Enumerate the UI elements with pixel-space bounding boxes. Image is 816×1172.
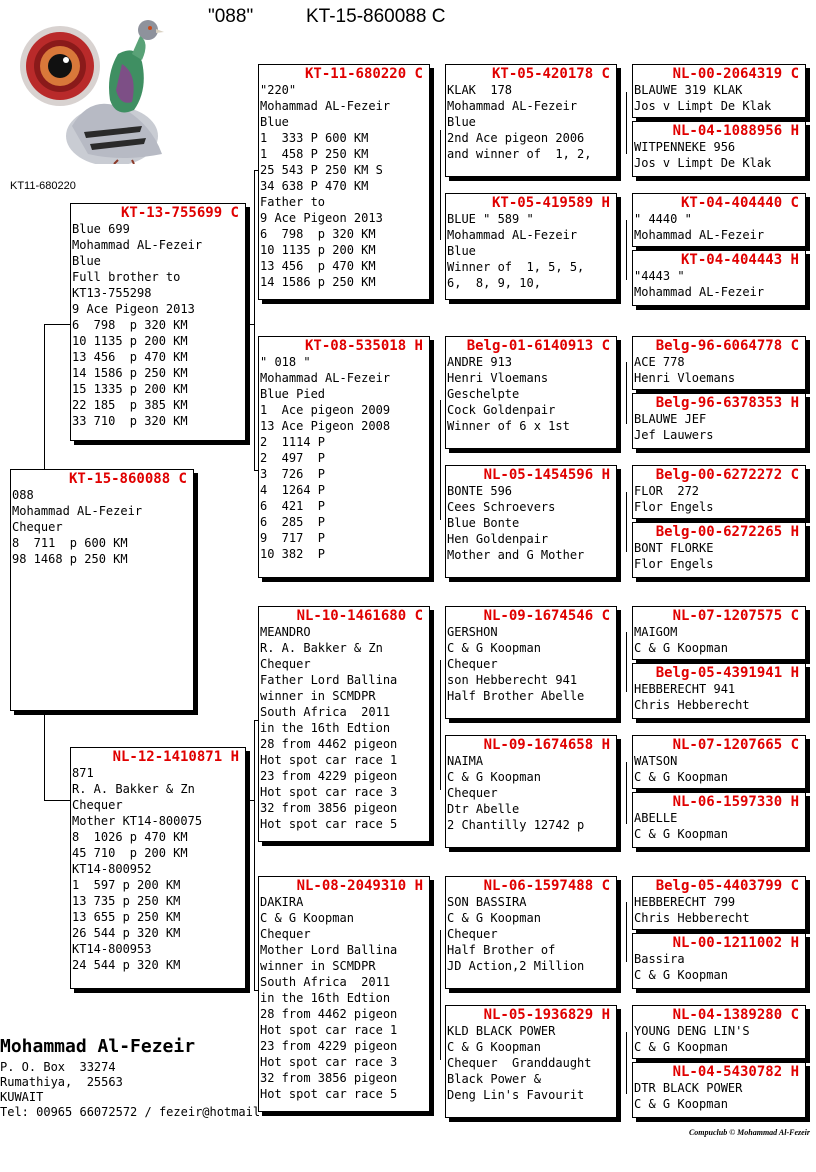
ring-number: Belg-01-6140913 C: [466, 338, 610, 354]
connector-line: [44, 713, 45, 800]
pigeon-details: ABELLE C & G Koopman: [634, 811, 728, 841]
pigeon-details: BLAUWE JEF Jef Lauwers: [634, 412, 714, 442]
pedigree-card-gen4: [632, 1005, 806, 1059]
pedigree-card-gen4: [632, 735, 806, 789]
photo-ring-reference: KT11-680220: [10, 180, 76, 192]
ring-number: Belg-96-6064778 C: [655, 338, 799, 354]
ring-number: KT-04-404443 H: [680, 252, 799, 268]
pigeon-details: KLAK 178 Mohammad AL-Fezeir Blue 2nd Ace pigeon 2006 and winner of 1, 2,: [447, 83, 592, 161]
connector-line: [254, 720, 255, 990]
ring-number: KT-13-755699 C: [120, 205, 239, 221]
pigeon-details: FLOR 272 Flor Engels: [634, 484, 714, 514]
pedigree-card-dam-dam: [258, 876, 430, 1112]
pigeon-details: KLD BLACK POWER C & G Koopman Chequer Granddaught Black Power & Deng Lin's Favourit: [447, 1024, 592, 1102]
connector-line: [626, 492, 627, 552]
ring-number: Belg-00-6272272 C: [655, 467, 799, 483]
pedigree-card-gen4: [632, 121, 806, 177]
pedigree-card-gen4: [632, 522, 806, 578]
pedigree-card-dam-sire: [258, 606, 430, 842]
ring-number: NL-04-1389280 C: [672, 1007, 799, 1023]
ring-number: NL-12-1410871 H: [112, 749, 239, 765]
connector-line: [44, 324, 45, 469]
connector-line: [626, 902, 627, 962]
pigeon-details: MEANDRO R. A. Bakker & Zn Chequer Father Lord Ballina winner in SCMDPR South Africa 2011 in the 16th Edtion 28 from 4462 pigeon Hot spot car race 1 23 from 4229 pigeon Hot spot car race 3 32 from 3856 pigeon Hot spot car race 5: [260, 625, 398, 831]
pedigree-card-gen3: [445, 64, 617, 177]
pigeon-details: DTR BLACK POWER C & G Koopman: [634, 1081, 743, 1111]
pigeon-details: HEBBERECHT 941 Chris Hebberecht: [634, 682, 750, 712]
ring-number: NL-07-1207575 C: [672, 608, 799, 624]
connector-line: [248, 800, 254, 801]
pedigree-card-sire-sire: [258, 64, 430, 300]
pigeon-details: GERSHON C & G Koopman Chequer son Hebberecht 941 Half Brother Abelle: [447, 625, 585, 703]
ring-number: NL-05-1454596 H: [483, 467, 610, 483]
pedigree-card-gen4: [632, 1062, 806, 1118]
ring-number: NL-06-1597330 H: [672, 794, 799, 810]
pigeon-photo: [14, 14, 174, 164]
pedigree-card-gen3: [445, 1005, 617, 1118]
ring-number: NL-10-1461680 C: [296, 608, 423, 624]
pigeon-details: BLUE " 589 " Mohammad AL-Fezeir Blue Winner of 1, 5, 5, 6, 8, 9, 10,: [447, 212, 585, 290]
ring-number: KT-04-404440 C: [680, 195, 799, 211]
ring-number: KT-11-680220 C: [304, 66, 423, 82]
pedigree-card-gen4: [632, 663, 806, 719]
ring-number: NL-08-2049310 H: [296, 878, 423, 894]
pedigree-card-gen4: [632, 250, 806, 306]
pigeon-details: "220" Mohammad AL-Fezeir Blue 1 333 P 600 KM 1 458 P 250 KM 25 543 P 250 KM S 34 638 P 470 KM Father to 9 Ace Pigeon 2013 6 798 p 320 KM 10 1135 p 200 KM 13 456 p 470 KM 14 1586 p 250 KM: [260, 83, 391, 289]
owner-address: P. O. Box 33274 Rumathiya, 25563 KUWAIT Tel: 00965 66072572 / fezeir@hotmail.: [0, 1060, 268, 1119]
pedigree-card-sire: [70, 203, 246, 441]
pedigree-card-gen4: [632, 64, 806, 118]
connector-line: [626, 92, 627, 154]
ring-number: Belg-05-4403799 C: [655, 878, 799, 894]
pedigree-card-gen3: [445, 465, 617, 578]
pigeon-details: HEBBERECHT 799 Chris Hebberecht: [634, 895, 750, 925]
pedigree-card-gen3: [445, 876, 617, 989]
pedigree-card-sire-dam: [258, 336, 430, 578]
ring-number: KT-05-419589 H: [491, 195, 610, 211]
connector-line: [626, 632, 627, 692]
connector-line: [440, 930, 441, 1060]
connector-line: [254, 170, 255, 470]
pigeon-details: ACE 778 Henri Vloemans: [634, 355, 736, 385]
pedigree-card-gen4: [632, 933, 806, 989]
connector-line: [440, 130, 441, 240]
pedigree-card-gen4: [632, 465, 806, 519]
pigeon-details: BONTE 596 Cees Schroevers Blue Bonte Hen Goldenpair Mother and G Mother: [447, 484, 585, 562]
ring-number: NL-00-1211002 H: [672, 935, 799, 951]
pigeon-details: NAIMA C & G Koopman Chequer Dtr Abelle 2 Chantilly 12742 p: [447, 754, 585, 832]
pigeon-details: Blue 699 Mohammad AL-Fezeir Blue Full brother to KT13-755298 9 Ace Pigeon 2013 6 798 p 320 KM 10 1135 p 200 KM 13 456 p 470 KM 14 1586 p 250 KM 15 1335 p 200 KM 22 185 p 385 KM 33 710 p 320 KM: [72, 222, 203, 428]
pedigree-card-gen4: [632, 393, 806, 449]
pedigree-card-gen3: [445, 606, 617, 719]
connector-line: [44, 324, 72, 325]
pigeon-details: SON BASSIRA C & G Koopman Chequer Half Brother of JD Action,2 Million: [447, 895, 585, 973]
connector-line: [626, 362, 627, 424]
connector-line: [440, 660, 441, 790]
pigeon-details: "4443 " Mohammad AL-Fezeir: [634, 269, 765, 299]
pigeon-details: DAKIRA C & G Koopman Chequer Mother Lord Ballina winner in SCMDPR South Africa 2011 in the 16th Edtion 28 from 4462 pigeon Hot spot car race 1 23 from 4229 pigeon Hot spot car race 3 32 from 3856 pigeon Hot spot car race 5: [260, 895, 398, 1101]
ring-number: NL-09-1674546 C: [483, 608, 610, 624]
ring-number: KT-15-860088 C: [68, 471, 187, 487]
pedigree-card-subject: [10, 469, 194, 711]
pedigree-card-gen4: [632, 336, 806, 390]
pigeon-details: WATSON C & G Koopman: [634, 754, 728, 784]
footer-credit: Compuclub © Mohammad Al-Fezeir: [688, 1128, 810, 1137]
ring-number: NL-07-1207665 C: [672, 737, 799, 753]
connector-line: [44, 800, 72, 801]
pigeon-details: MAIGOM C & G Koopman: [634, 625, 728, 655]
pigeon-details: " 4440 " Mohammad AL-Fezeir: [634, 212, 765, 242]
pigeon-details: WITPENNEKE 956 Jos v Limpt De Klak: [634, 140, 772, 170]
pedigree-card-gen3: [445, 336, 617, 449]
ring-number: Belg-96-6378353 H: [655, 395, 799, 411]
pedigree-card-gen3: [445, 193, 617, 300]
connector-line: [440, 400, 441, 520]
pedigree-card-gen4: [632, 792, 806, 848]
ring-number: KT-05-420178 C: [491, 66, 610, 82]
pedigree-card-dam: [70, 747, 246, 989]
pedigree-card-gen4: [632, 876, 806, 930]
ring-number: Belg-00-6272265 H: [655, 524, 799, 540]
pedigree-card-gen4: [632, 606, 806, 660]
ring-number: NL-04-5430782 H: [672, 1064, 799, 1080]
pigeon-details: Bassira C & G Koopman: [634, 952, 728, 982]
pigeon-details: BLAUWE 319 KLAK Jos v Limpt De Klak: [634, 83, 772, 113]
ring-number: Belg-05-4391941 H: [655, 665, 799, 681]
ring-number: NL-00-2064319 C: [672, 66, 799, 82]
connector-line: [626, 762, 627, 824]
connector-line: [626, 1032, 627, 1094]
pedigree-card-gen3: [445, 735, 617, 848]
pigeon-illustration: [14, 14, 174, 164]
pigeon-details: 871 R. A. Bakker & Zn Chequer Mother KT14-800075 8 1026 p 470 KM 45 710 p 200 KM KT14-800952 1 597 p 200 KM 13 735 p 250 KM 13 655 p 250 KM 26 544 p 320 KM KT14-800953 24 544 p 320 KM: [72, 766, 203, 972]
ring-number: NL-06-1597488 C: [483, 878, 610, 894]
pigeon-details: ANDRE 913 Henri Vloemans Geschelpte Cock Goldenpair Winner of 6 x 1st: [447, 355, 570, 433]
ring-number: NL-04-1088956 H: [672, 123, 799, 139]
pigeon-details: " 018 " Mohammad AL-Fezeir Blue Pied 1 Ace pigeon 2009 13 Ace Pigeon 2008 2 1114 P 2 497 P 3 726 P 4 1264 P 6 421 P 6 285 P 9 717 P 10 382 P: [260, 355, 391, 561]
pigeon-details: YOUNG DENG LIN'S C & G Koopman: [634, 1024, 750, 1054]
ring-number: NL-09-1674658 H: [483, 737, 610, 753]
ring-number: NL-05-1936829 H: [483, 1007, 610, 1023]
connector-line: [626, 220, 627, 280]
pigeon-details: 088 Mohammad AL-Fezeir Chequer 8 711 p 600 KM 98 1468 p 250 KM: [12, 488, 143, 566]
pigeon-name-title: "088": [208, 6, 254, 27]
connector-line: [248, 324, 254, 325]
pedigree-card-gen4: [632, 193, 806, 247]
ring-number: KT-08-535018 H: [304, 338, 423, 354]
pigeon-ring-title: KT-15-860088 C: [306, 6, 446, 27]
pigeon-details: BONT FLORKE Flor Engels: [634, 541, 714, 571]
owner-name: Mohammad Al-Fezeir: [0, 1036, 196, 1057]
